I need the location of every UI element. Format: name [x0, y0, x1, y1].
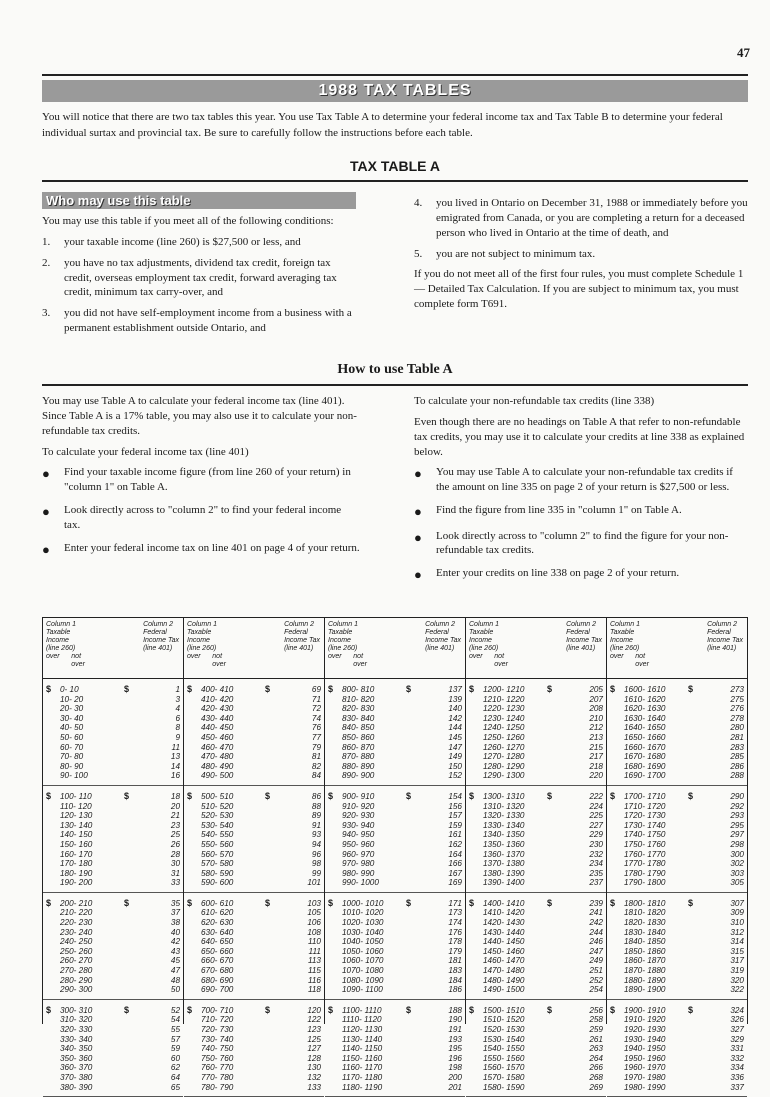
dollar-sign: $: [610, 790, 616, 801]
table-row-group: [184, 679, 324, 786]
table-row-group: [325, 786, 465, 893]
intro-paragraph: You will notice that there are two tax tables this year. You use Tax Table A to determine your federal income tax and Tax Table B to determine your federal individual surtax and provincial tax. Be sure to carefully follow the instructions before each table.: [42, 111, 723, 139]
tax-values: 154 156 157 159 161 162 164 166 167 169: [448, 791, 462, 888]
dollar-sign: $: [124, 1004, 130, 1015]
table-row-group: [466, 679, 606, 786]
column-2-header: Column 2 Federal Income Tax (line 401): [707, 621, 743, 653]
who-item-2: 2. you have no tax adjustments, dividend tax credit, foreign tax credit, overseas employment tax credit, forward averaging tax credit, minimum tax carry-over, and: [42, 256, 337, 299]
table-row-group: [43, 893, 183, 1000]
dollar-sign: $: [469, 897, 475, 908]
dollar-sign: $: [610, 1004, 616, 1015]
tax-values: 273 275 276 278 280 281 283 285 286 288: [730, 685, 744, 781]
tax-values: 290 292 293 295 297 298 300 302 303 305: [730, 791, 744, 888]
page-number: 47: [737, 45, 750, 60]
income-ranges: 1000- 1010 1010- 1020 1020- 1030 1030- 1040 1040- 1050 1050- 1060 1060- 1070 1070- 1080 1080- 1090 1090- 1100: [342, 898, 384, 995]
table-block-header: [43, 617, 183, 679]
income-ranges: 1700- 1710 1710- 1720 1720- 1730 1730- 1740 1740- 1750 1750- 1760 1760- 1770 1770- 1780 1780- 1790 1790- 1800: [624, 791, 666, 888]
column-1-header: Column 1 Taxable Income (line 260) over not over: [610, 621, 649, 669]
column-2-header: Column 2 Federal Income Tax (line 401): [566, 621, 602, 653]
dollar-sign: $: [547, 684, 553, 694]
dollar-sign: $: [547, 790, 553, 801]
dollar-sign: $: [46, 790, 52, 801]
column-1-header: Column 1 Taxable Income (line 260) over not over: [187, 621, 226, 669]
tax-values: 188 190 191 193 195 196 198 200 201: [448, 1005, 462, 1092]
tax-values: 239 241 242 244 246 247 249 251 252 254: [589, 898, 603, 995]
table-block-5: [607, 617, 748, 1092]
dollar-sign: $: [265, 1004, 271, 1015]
dollar-sign: $: [406, 684, 412, 694]
column-2-header: Column 2 Federal Income Tax (line 401): [425, 621, 461, 653]
dollar-sign: $: [328, 897, 334, 908]
income-ranges: 1300- 1310 1310- 1320 1320- 1330 1330- 1340 1340- 1350 1350- 1360 1360- 1370 1370- 1380 1380- 1390 1390- 1400: [483, 791, 525, 888]
dollar-sign: $: [265, 790, 271, 801]
how-right-paragraph: Even though there are no headings on Table A that refer to non-refundable tax credits, you may use it to calculate your credits at line 338 as explained below.: [414, 415, 745, 458]
who-right-column: [414, 196, 748, 318]
table-row-group: [607, 786, 747, 893]
tax-values: 307 309 310 312 314 315 317 319 320 322: [730, 898, 744, 995]
tax-values: 18 20 21 23 25 26 28 30 31 33: [170, 791, 180, 888]
who-item-5: 5. you are not subject to minimum tax.: [414, 247, 596, 260]
dollar-sign: $: [406, 897, 412, 908]
who-item-1: 1. your taxable income (line 260) is $27,500 or less, and: [42, 235, 301, 248]
income-ranges: 500- 510 510- 520 520- 530 530- 540 540- 550 550- 560 560- 570 570- 580 580- 590 590- 600: [201, 791, 234, 888]
table-row-group: [325, 679, 465, 786]
who-note: If you do not meet all of the first four rules, you must complete Schedule 1 — Detailed Tax Calculation. If you are subject to minimum tax, you must complete form T691.: [414, 268, 744, 311]
table-row-group: [466, 786, 606, 893]
dollar-sign: $: [265, 897, 271, 908]
how-left-bullet-1: ● Find your taxable income figure (from line 260 of your return) in "column 1" on Table A.: [42, 466, 351, 494]
income-ranges: 1100- 1110 1110- 1120 1120- 1130 1130- 1140 1140- 1150 1150- 1160 1160- 1170 1170- 1180 1180- 1190: [342, 1005, 383, 1092]
dollar-sign: $: [547, 1004, 553, 1015]
how-left-column: [42, 394, 360, 566]
dollar-sign: $: [610, 684, 616, 694]
income-ranges: 400- 410 410- 420 420- 430 430- 440 440- 450 450- 460 460- 470 470- 480 480- 490 490- 500: [201, 685, 234, 781]
dollar-sign: $: [469, 790, 475, 801]
table-row-group: [43, 786, 183, 893]
tax-values: 1 3 4 6 8 9 11 13 14 16: [170, 685, 180, 781]
dollar-sign: $: [688, 897, 694, 908]
dollar-sign: $: [124, 897, 130, 908]
table-row-group: [607, 893, 747, 1000]
income-ranges: 200- 210 210- 220 220- 230 230- 240 240- 250 250- 260 260- 270 270- 280 280- 290 290- 300: [60, 898, 93, 995]
who-heading-bar: [42, 192, 356, 209]
income-ranges: 100- 110 110- 120 120- 130 130- 140 140- 150 150- 160 160- 170 170- 180 180- 190 190- 200: [60, 791, 93, 888]
tax-values: 103 105 106 108 110 111 113 115 116 118: [307, 898, 321, 995]
who-heading: Who may use this table: [46, 193, 191, 208]
tax-values: 171 173 174 176 178 179 181 183 184 186: [448, 898, 462, 995]
income-ranges: 0- 10 10- 20 20- 30 30- 40 40- 50 50- 60 60- 70 70- 80 80- 90 90- 100: [60, 685, 88, 781]
tax-values: 222 224 225 227 229 230 232 234 235 237: [589, 791, 603, 888]
who-lead: You may use this table if you meet all of the following conditions:: [42, 215, 334, 227]
table-row-group: [325, 893, 465, 1000]
income-ranges: 1900- 1910 1910- 1920 1920- 1930 1930- 1940 1940- 1950 1950- 1960 1960- 1970 1970- 1980 1980- 1990: [624, 1005, 666, 1092]
tax-values: 86 88 89 91 93 94 96 98 99 101: [307, 791, 321, 888]
tax-values: 69 71 72 74 76 77 79 81 82 84: [311, 685, 321, 781]
how-right-bullet-4: ● Enter your credits on line 338 on page 2 of your return.: [414, 567, 680, 583]
how-right-bullet-3: ● Look directly across to "column 2" to find the figure for your non-refundable tax credits.: [414, 529, 729, 557]
dollar-sign: $: [187, 897, 193, 908]
how-left-bullet-3: ● Enter your federal income tax on line 401 on page 4 of your return.: [42, 541, 360, 557]
dollar-sign: $: [469, 684, 475, 694]
dollar-sign: $: [328, 684, 334, 694]
tax-values: 137 139 140 142 144 145 147 149 150 152: [448, 685, 462, 781]
dollar-sign: $: [547, 897, 553, 908]
table-row-group: [607, 679, 747, 786]
dollar-sign: $: [688, 684, 694, 694]
tax-values: 205 207 208 210 212 213 215 217 218 220: [589, 685, 603, 781]
table-block-header: [325, 617, 465, 679]
table-block-2: [184, 617, 325, 1092]
who-item-3: 3. you did not have self-employment income from a business with a permanent establishment outside Ontario, and: [42, 307, 352, 335]
how-left-subheading: To calculate your federal income tax (line 401): [42, 445, 249, 458]
column-1-header: Column 1 Taxable Income (line 260) over not over: [469, 621, 508, 669]
how-right-column: [414, 394, 748, 592]
column-2-header: Column 2 Federal Income Tax (line 401): [284, 621, 320, 653]
table-block-1: [43, 617, 184, 1092]
table-block-4: [466, 617, 607, 1092]
top-rule: [42, 74, 748, 76]
who-left-column: [42, 214, 360, 342]
tax-values: 35 37 38 40 42 43 45 47 48 50: [170, 898, 180, 995]
income-ranges: 900- 910 910- 920 920- 930 930- 940 940- 950 950- 960 960- 970 970- 980 980- 990 990- 1000: [342, 791, 379, 888]
column-2-header: Column 2 Federal Income Tax (line 401): [143, 621, 179, 653]
table-row-group: [43, 1000, 183, 1097]
dollar-sign: $: [469, 1004, 475, 1015]
income-ranges: 1400- 1410 1410- 1420 1420- 1430 1430- 1440 1440- 1450 1450- 1460 1460- 1470 1470- 1480 1480- 1490 1490- 1500: [483, 898, 525, 995]
dollar-sign: $: [688, 790, 694, 801]
banner: [42, 80, 748, 102]
table-row-group: [184, 893, 324, 1000]
table-row-group: [466, 893, 606, 1000]
income-ranges: 1600- 1610 1610- 1620 1620- 1630 1630- 1640 1640- 1650 1650- 1660 1660- 1670 1670- 1680 1680- 1690 1690- 1700: [624, 685, 666, 781]
dollar-sign: $: [610, 897, 616, 908]
dollar-sign: $: [187, 1004, 193, 1015]
dollar-sign: $: [124, 790, 130, 801]
income-ranges: 300- 310 310- 320 320- 330 330- 340 340- 350 350- 360 360- 370 370- 380 380- 390: [60, 1005, 93, 1092]
tax-values: 256 258 259 261 263 264 266 268 269: [589, 1005, 603, 1092]
banner-title: 1988 TAX TABLES: [318, 82, 472, 99]
column-1-header: Column 1 Taxable Income (line 260) over not over: [328, 621, 367, 669]
dollar-sign: $: [406, 790, 412, 801]
how-title: How to use Table A: [42, 362, 748, 386]
tax-values: 120 122 123 125 127 128 130 132 133: [307, 1005, 321, 1092]
dollar-sign: $: [46, 684, 52, 694]
table-block-header: [466, 617, 606, 679]
table-row-group: [43, 679, 183, 786]
income-ranges: 600- 610 610- 620 620- 630 630- 640 640- 650 650- 660 660- 670 670- 680 680- 690 690- 700: [201, 898, 234, 995]
how-left-paragraph: You may use Table A to calculate your federal income tax (line 401). Since Table A is a 17% table, you may also use it to calculate your non-refundable tax credits.: [42, 395, 357, 437]
how-left-bullet-2: ● Look directly across to "column 2" to find your federal income tax.: [42, 504, 342, 531]
table-row-group: [325, 1000, 465, 1097]
income-ranges: 1800- 1810 1810- 1820 1820- 1830 1830- 1840 1840- 1850 1850- 1860 1860- 1870 1870- 1880 1880- 1890 1890- 1900: [624, 898, 666, 995]
table-block-header: [184, 617, 324, 679]
dollar-sign: $: [328, 1004, 334, 1015]
dollar-sign: $: [406, 1004, 412, 1015]
dollar-sign: $: [46, 1004, 52, 1015]
tax-values: 324 326 327 329 331 332 334 336 337: [730, 1005, 744, 1092]
dollar-sign: $: [688, 1004, 694, 1015]
table-row-group: [466, 1000, 606, 1097]
table-block-header: [607, 617, 747, 679]
income-ranges: 800- 810 810- 820 820- 830 830- 840 840- 850 850- 860 860- 870 870- 880 880- 890 890- 900: [342, 685, 375, 781]
income-ranges: 1200- 1210 1210- 1220 1220- 1230 1230- 1240 1240- 1250 1250- 1260 1260- 1270 1270- 1280 1280- 1290 1290- 1300: [483, 685, 525, 781]
dollar-sign: $: [328, 790, 334, 801]
table-block-3: [325, 617, 466, 1092]
who-item-4: 4. you lived in Ontario on December 31, 1988 or immediately before you emigrated from Canada, or you are completing a return for a deceased person who lived in Ontario at the time of death, and: [414, 197, 748, 239]
tax-values: 52 54 55 57 59 60 62 64 65: [170, 1005, 180, 1092]
table-row-group: [184, 786, 324, 893]
table-a-title: TAX TABLE A: [42, 158, 748, 182]
tax-table: [42, 617, 748, 1092]
how-right-bullet-2: ● Find the figure from line 335 in "column 1" on Table A.: [414, 504, 682, 520]
dollar-sign: $: [187, 684, 193, 694]
table-row-group: [607, 1000, 747, 1097]
how-right-subheading: To calculate your non-refundable tax credits (line 338): [414, 395, 655, 407]
dollar-sign: $: [46, 897, 52, 908]
dollar-sign: $: [124, 684, 130, 694]
income-ranges: 700- 710 710- 720 720- 730 730- 740 740- 750 750- 760 760- 770 770- 780 780- 790: [201, 1005, 234, 1092]
column-1-header: Column 1 Taxable Income (line 260) over not over: [46, 621, 85, 669]
dollar-sign: $: [187, 790, 193, 801]
how-right-bullet-1: ● You may use Table A to calculate your non-refundable tax credits if the amount on line 335 on page 2 of your return is $27,500 or less.: [414, 466, 733, 494]
dollar-sign: $: [265, 684, 271, 694]
income-ranges: 1500- 1510 1510- 1520 1520- 1530 1530- 1540 1540- 1550 1550- 1560 1560- 1570 1570- 1580 1580- 1590: [483, 1005, 525, 1092]
table-row-group: [184, 1000, 324, 1097]
